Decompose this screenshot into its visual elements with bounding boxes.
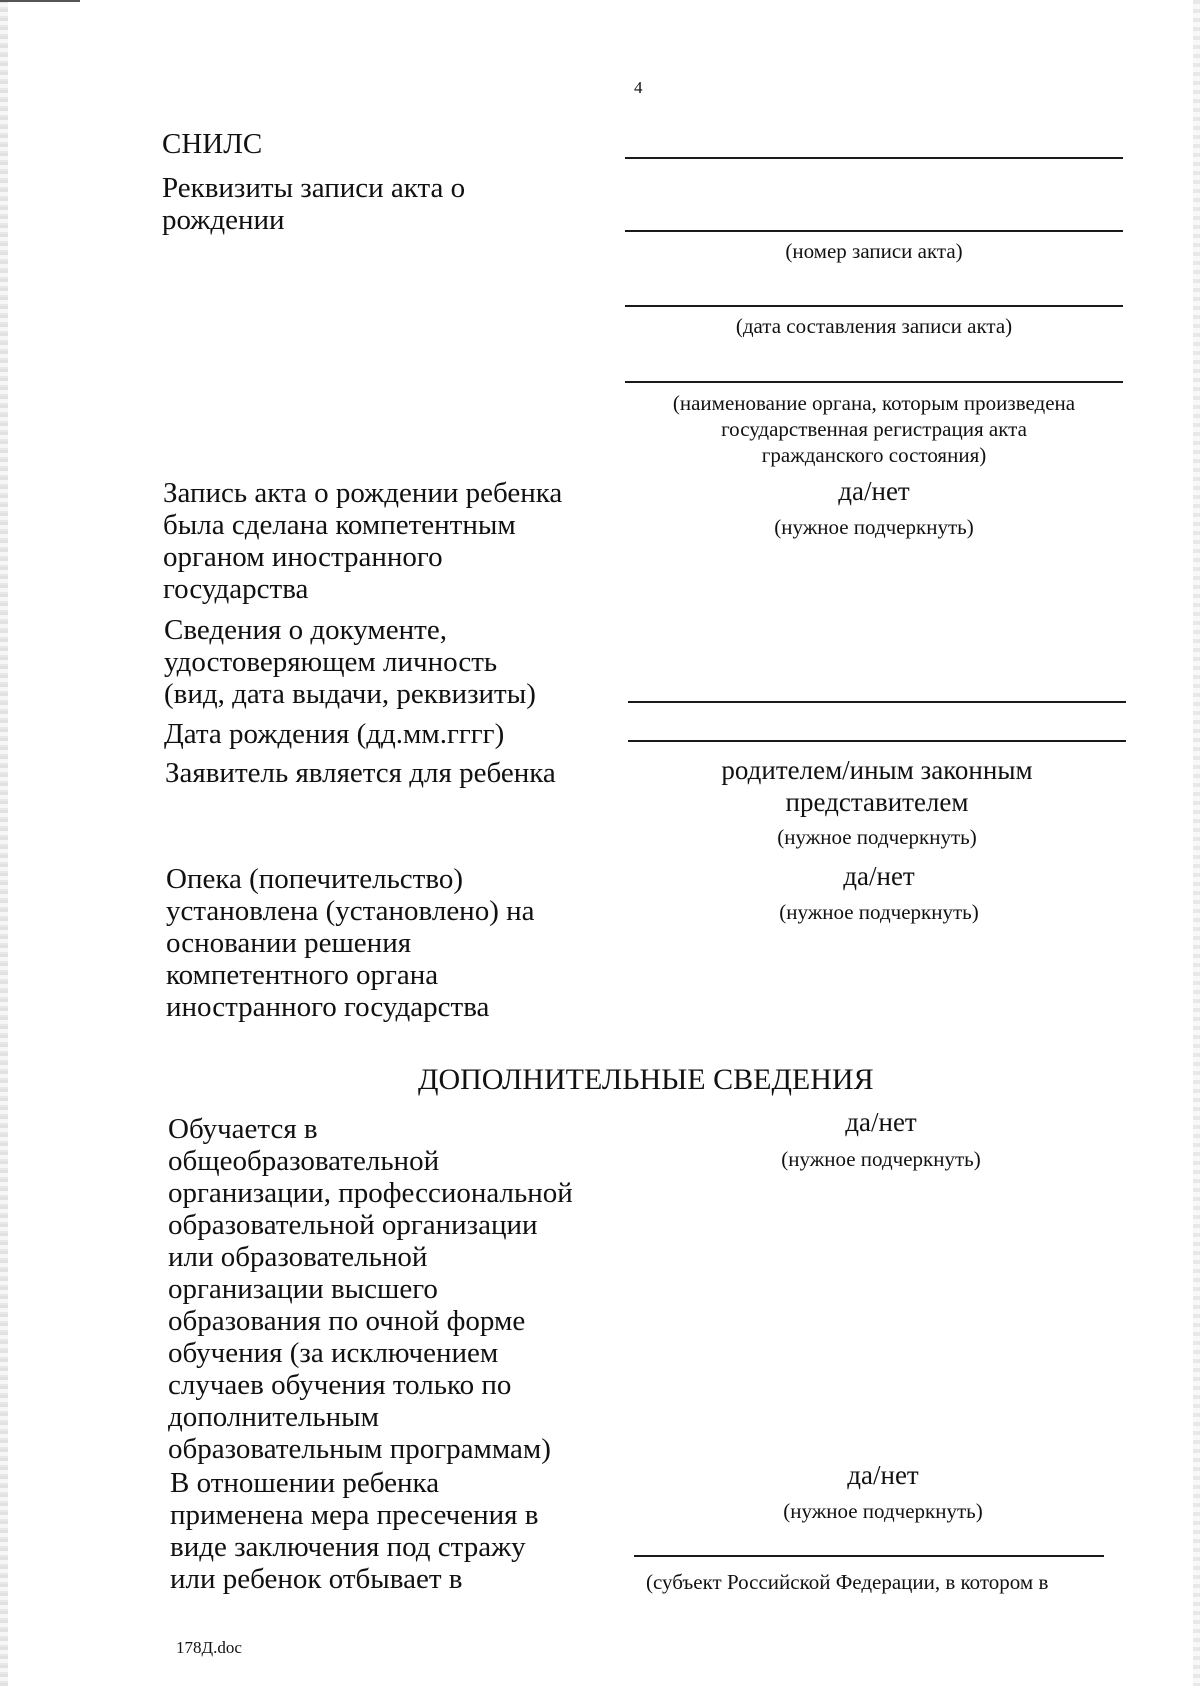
foreign-record-hint: (нужное подчеркнуть) xyxy=(774,515,974,539)
detention-label-line1: В отношении ребенка xyxy=(170,1467,440,1499)
study-hint: (нужное подчеркнуть) xyxy=(781,1147,981,1171)
subject-input-line[interactable] xyxy=(634,1555,1104,1557)
detention-label-line2: применена мера пресечения в xyxy=(170,1499,539,1531)
registration-organ-caption-line1: (наименование органа, которым произведена xyxy=(672,391,1076,415)
guardianship-answer[interactable]: да/нет xyxy=(843,861,915,891)
study-label-line8: обучения (за исключением xyxy=(168,1337,499,1369)
foreign-record-answer[interactable]: да/нет xyxy=(838,476,910,506)
foreign-record-label-line4: государства xyxy=(163,573,309,605)
footer-filename: 178Д.doc xyxy=(176,1638,242,1657)
foreign-record-label-line3: органом иностранного xyxy=(163,541,443,573)
snils-label: СНИЛС xyxy=(162,128,263,160)
birth-record-label-line1: Реквизиты записи акта о xyxy=(162,172,466,204)
birth-date-input-line[interactable] xyxy=(628,740,1126,742)
guardianship-label-line4: компетентного органа xyxy=(166,959,439,991)
study-label-line2: общеобразовательной xyxy=(168,1145,440,1177)
record-date-caption: (дата составления записи акта) xyxy=(735,314,1013,338)
applicant-answer-line2[interactable]: представителем xyxy=(785,787,969,817)
applicant-label: Заявитель является для ребенка xyxy=(165,757,556,789)
guardianship-label-line2: установлена (установлено) на xyxy=(166,895,535,927)
birth-date-label: Дата рождения (дд.мм.гггг) xyxy=(164,718,505,750)
record-number-input-line[interactable] xyxy=(625,230,1123,232)
applicant-answer-line1[interactable]: родителем/иным законным xyxy=(721,755,1033,785)
registration-organ-caption-line2: государственная регистрация акта xyxy=(721,417,1027,441)
guardianship-label-line3: основании решения xyxy=(166,927,412,959)
id-document-label-line2: удостоверяющем личность xyxy=(164,646,498,678)
study-label-line3: организации, профессиональной xyxy=(168,1177,573,1209)
study-label-line1: Обучается в xyxy=(168,1113,318,1145)
detention-label-line4: или ребенок отбывает в xyxy=(170,1563,463,1595)
study-label-line4: образовательной организации xyxy=(168,1209,538,1241)
additional-heading: ДОПОЛНИТЕЛЬНЫЕ СВЕДЕНИЯ xyxy=(418,1063,874,1096)
study-label-line6: организации высшего xyxy=(168,1273,438,1305)
record-date-input-line[interactable] xyxy=(625,305,1123,307)
guardianship-label-line1: Опека (попечительство) xyxy=(166,863,463,895)
detention-hint: (нужное подчеркнуть) xyxy=(783,1499,983,1523)
top-mark xyxy=(0,0,80,2)
study-label-line10: дополнительным xyxy=(168,1401,380,1433)
birth-record-label-line2: рождении xyxy=(162,204,285,236)
id-document-label-line3: (вид, дата выдачи, реквизиты) xyxy=(164,678,536,710)
foreign-record-label-line1: Запись акта о рождении ребенка xyxy=(163,477,563,509)
applicant-hint: (нужное подчеркнуть) xyxy=(777,825,977,849)
study-answer[interactable]: да/нет xyxy=(845,1107,917,1137)
detention-answer[interactable]: да/нет xyxy=(847,1460,919,1490)
study-label-line9: случаев обучения только по xyxy=(168,1369,512,1401)
subject-caption: (субъект Российской Федерации, в котором в xyxy=(646,1570,1049,1594)
page-number: 4 xyxy=(634,78,643,97)
study-label-line11: образовательным программам) xyxy=(168,1433,551,1465)
foreign-record-label-line2: была сделана компетентным xyxy=(163,509,516,541)
id-document-label-line1: Сведения о документе, xyxy=(164,614,447,646)
guardianship-hint: (нужное подчеркнуть) xyxy=(779,900,979,924)
scan-edge-left xyxy=(0,0,8,1686)
study-label-line7: образования по очной форме xyxy=(168,1305,526,1337)
detention-label-line3: виде заключения под стражу xyxy=(170,1531,526,1563)
scan-edge-right xyxy=(1193,0,1200,1686)
guardianship-label-line5: иностранного государства xyxy=(166,991,490,1023)
snils-input-line[interactable] xyxy=(625,157,1123,159)
registration-organ-caption-line3: гражданского состояния) xyxy=(761,443,987,467)
record-number-caption: (номер записи акта) xyxy=(785,239,963,263)
study-label-line5: или образовательной xyxy=(168,1241,428,1273)
registration-organ-input-line[interactable] xyxy=(625,381,1123,383)
id-document-input-line[interactable] xyxy=(628,701,1126,703)
